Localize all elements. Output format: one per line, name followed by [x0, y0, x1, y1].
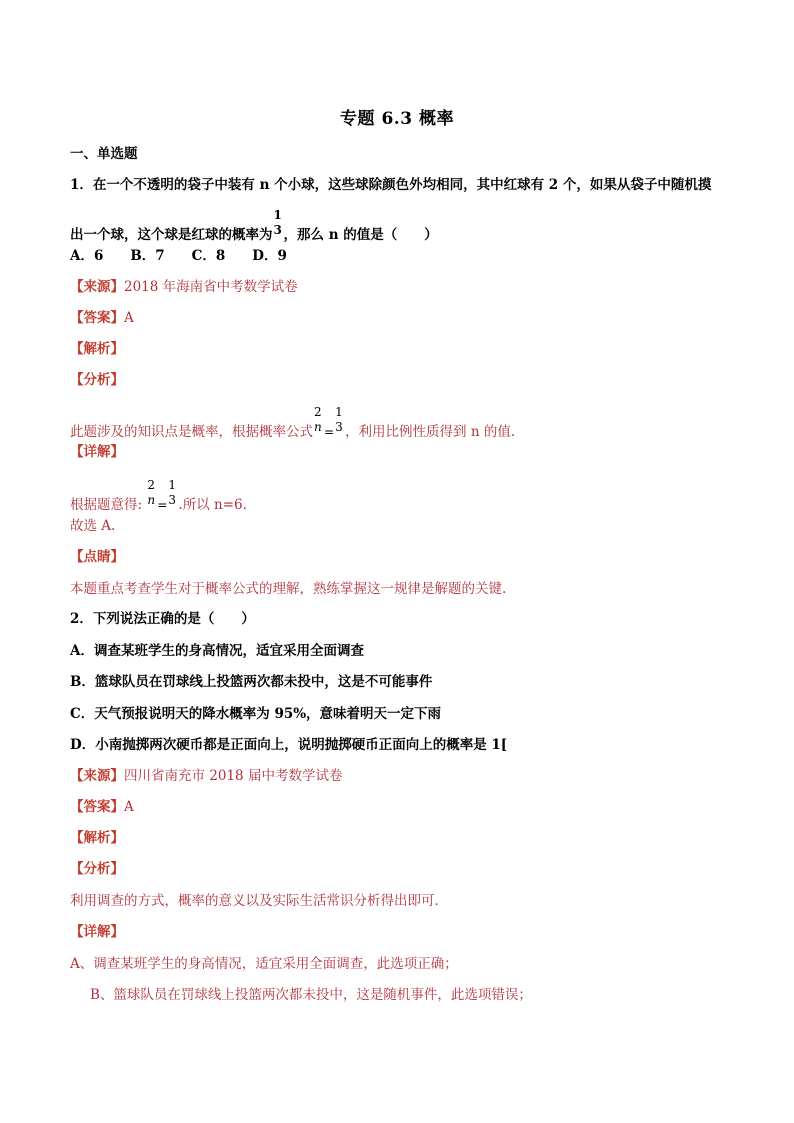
- q2-answer: [70, 798, 134, 816]
- q1-stem-line2-pre: 出一个球，这个球是红球的概率为: [70, 227, 273, 243]
- q1-detail-text: [70, 478, 247, 514]
- q2-option-a: A．调查某班学生的身高情况，适宜采用全面调查: [70, 643, 364, 659]
- q2-option-b: B．篮球队员在罚球线上投篮两次都未投中，这是不可能事件: [70, 674, 433, 690]
- detail-equals: =: [157, 498, 168, 512]
- q2-option-c: C．天气预报说明天的降水概率为 95%，意味着明天一定下雨: [70, 706, 442, 722]
- q1-source: [70, 278, 298, 296]
- detail-post: .所以 n=6.: [178, 497, 247, 513]
- source-text: 四川省南充市 2018 届中考数学试卷: [124, 768, 343, 784]
- q2-source: [70, 767, 342, 785]
- answer-text: A: [124, 799, 134, 815]
- fenxi-post: ，利用比例性质得到 n 的值.: [345, 424, 516, 440]
- fraction-denominator: 3: [273, 223, 282, 237]
- q1-fenxi-tag: 【分析】: [70, 372, 124, 388]
- detail-lhs-numerator: 2: [147, 478, 155, 492]
- q1-analysis-tag: 【解析】: [70, 341, 124, 357]
- source-tag: 【来源】: [70, 279, 124, 295]
- q1-stem-line2-post: ，那么 n 的值是（ ）: [283, 227, 438, 243]
- formula-lhs-numerator: 2: [314, 405, 322, 419]
- q1-options: A．6 B．7 C．8 D．9: [70, 248, 287, 264]
- source-tag: 【来源】: [70, 768, 124, 784]
- q1-detail-tag: 【详解】: [70, 444, 124, 460]
- formula-lhs-denominator: n: [314, 420, 322, 434]
- q2-detail-b: B、篮球队员在罚球线上投篮两次都未投中，这是随机事件，此选项错误；: [90, 987, 532, 1003]
- q1-dianjing-tag: 【点睛】: [70, 549, 124, 565]
- formula-rhs-denominator: 3: [335, 420, 343, 434]
- detail-rhs-fraction: [167, 478, 178, 509]
- detail-lhs-fraction: [146, 478, 157, 509]
- fraction-numerator: 1: [273, 208, 282, 222]
- q1-dianjing-text: 本题重点考查学生对于概率公式的理解，熟练掌握这一规律是解题的关键.: [70, 581, 507, 597]
- formula-rhs-fraction: [334, 405, 345, 436]
- q1-stem-line1: 1．在一个不透明的袋子中装有 n 个小球，这些球除颜色外均相同，其中红球有 2 个，如果从袋子中随机摸: [70, 177, 712, 193]
- detail-pre: 根据题意得:: [70, 497, 143, 513]
- q1-fenxi-text: [70, 405, 516, 441]
- q2-detail-a: A、调查某班学生的身高情况，适宜采用全面调查，此选项正确；: [70, 956, 458, 972]
- answer-tag: 【答案】: [70, 799, 124, 815]
- section-heading: 一、单选题: [70, 146, 138, 162]
- q2-option-d: D．小南抛掷两次硬币都是正面向上，说明抛掷硬币正面向上的概率是 1[: [70, 737, 508, 753]
- q1-answer: [70, 309, 134, 327]
- formula-lhs-fraction: [313, 405, 324, 436]
- formula-equals: =: [324, 425, 335, 439]
- answer-text: A: [124, 310, 134, 326]
- q2-stem: 2．下列说法正确的是（ ）: [70, 611, 255, 627]
- q2-fenxi-tag: 【分析】: [70, 861, 124, 877]
- q2-analysis-tag: 【解析】: [70, 830, 124, 846]
- source-text: 2018 年海南省中考数学试卷: [124, 279, 298, 295]
- page-title: 专题 6.3 概率: [340, 109, 454, 129]
- q1-fraction: [273, 208, 284, 239]
- detail-rhs-denominator: 3: [168, 493, 177, 507]
- detail-rhs-numerator: 1: [168, 478, 177, 492]
- answer-tag: 【答案】: [70, 310, 124, 326]
- q1-conclusion: 故选 A.: [70, 518, 116, 534]
- formula-rhs-numerator: 1: [335, 405, 343, 419]
- detail-lhs-denominator: n: [147, 493, 156, 507]
- q1-stem-line2: [70, 208, 438, 244]
- q2-fenxi-text: 利用调查的方式，概率的意义以及实际生活常识分析得出即可．: [70, 893, 448, 909]
- q2-detail-tag: 【详解】: [70, 924, 124, 940]
- fenxi-pre: 此题涉及的知识点是概率，根据概率公式: [70, 424, 313, 440]
